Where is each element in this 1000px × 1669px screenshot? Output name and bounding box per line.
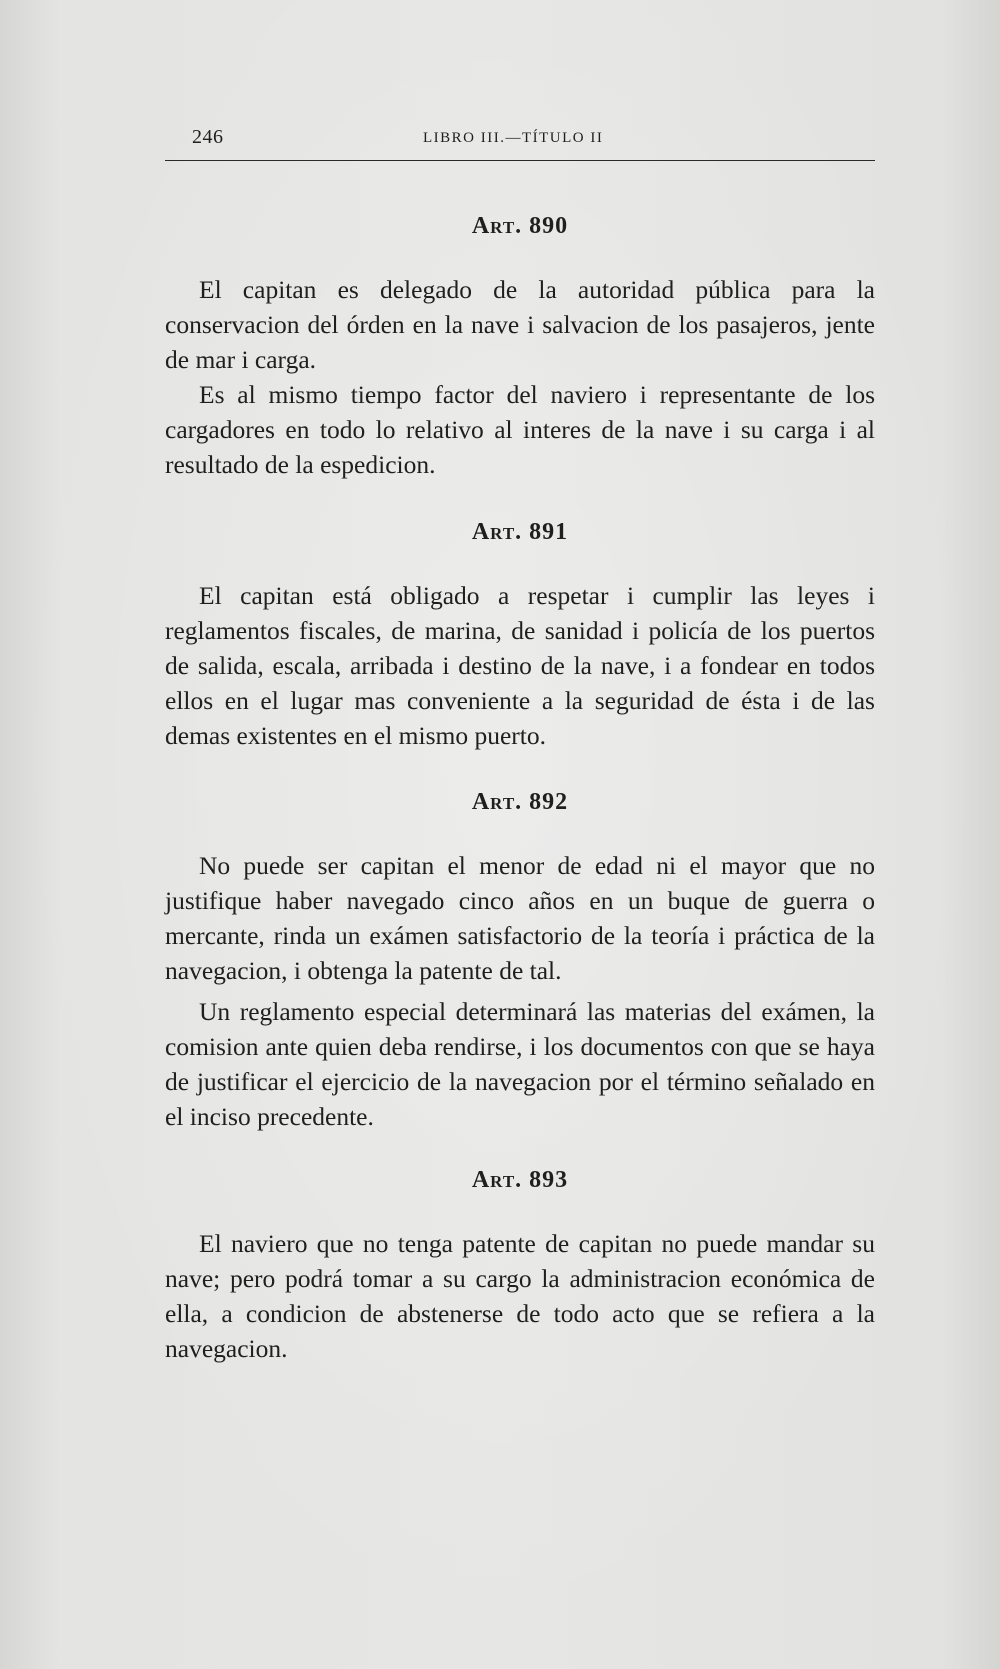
page-number: 246 bbox=[192, 126, 224, 148]
article-paragraph: El naviero que no tenga patente de capitan no puede mandar su nave; pero podrá tomar a su cargo la administracion económica de ella, a condicion de abstenerse de todo acto que se refiera a la navegacion. bbox=[165, 1229, 875, 1363]
article-paragraph: Un reglamento especial determinará las materias del exámen, la comision ante quien deba rendirse, i los documentos con que se haya de justificar el ejercicio de la navegacion por el término señalado en el inciso precedente. bbox=[165, 997, 875, 1131]
page-header bbox=[165, 120, 875, 161]
running-head: LIBRO III.—TÍTULO II bbox=[423, 130, 604, 146]
article-number: 893 bbox=[529, 1167, 569, 1193]
article-number: 891 bbox=[529, 519, 569, 545]
article-number: 890 bbox=[529, 213, 569, 239]
article-label: Art. bbox=[471, 1167, 523, 1193]
article-paragraph: No puede ser capitan el menor de edad ni el mayor que no justifique haber navegado cinco años en un buque de guerra o mercante, rinda un exámen satisfactorio de la teoría i práctica de la navegacion, i obtenga la patente de tal. bbox=[165, 851, 875, 985]
article-label: Art. bbox=[471, 789, 523, 815]
article-heading bbox=[165, 1164, 875, 1196]
article-890 bbox=[165, 210, 875, 482]
article-paragraph: El capitan es delegado de la autoridad pública para la conservacion del órden en la nave i salvacion de los pasajeros, jente de mar i carga. bbox=[165, 275, 875, 374]
article-892 bbox=[165, 786, 875, 1134]
article-893 bbox=[165, 1164, 875, 1366]
article-heading bbox=[165, 516, 875, 548]
article-label: Art. bbox=[471, 213, 523, 239]
article-paragraph: El capitan está obligado a respetar i cumplir las leyes i reglamentos fiscales, de marina, de sanidad i policía de los puertos de salida, escala, arribada i destino de la nave, i a fondear en todos ellos en el lugar mas conveniente a la seguridad de ésta i de las demas existentes en el mismo puerto. bbox=[165, 581, 875, 750]
article-891 bbox=[165, 516, 875, 753]
article-number: 892 bbox=[529, 789, 569, 815]
article-heading bbox=[165, 786, 875, 818]
page-body bbox=[165, 210, 875, 1366]
article-heading bbox=[165, 210, 875, 242]
article-label: Art. bbox=[471, 519, 523, 545]
article-paragraph: Es al mismo tiempo factor del naviero i representante de los cargadores en todo lo relativo al interes de la nave i su carga i al resultado de la espedicion. bbox=[165, 380, 875, 479]
